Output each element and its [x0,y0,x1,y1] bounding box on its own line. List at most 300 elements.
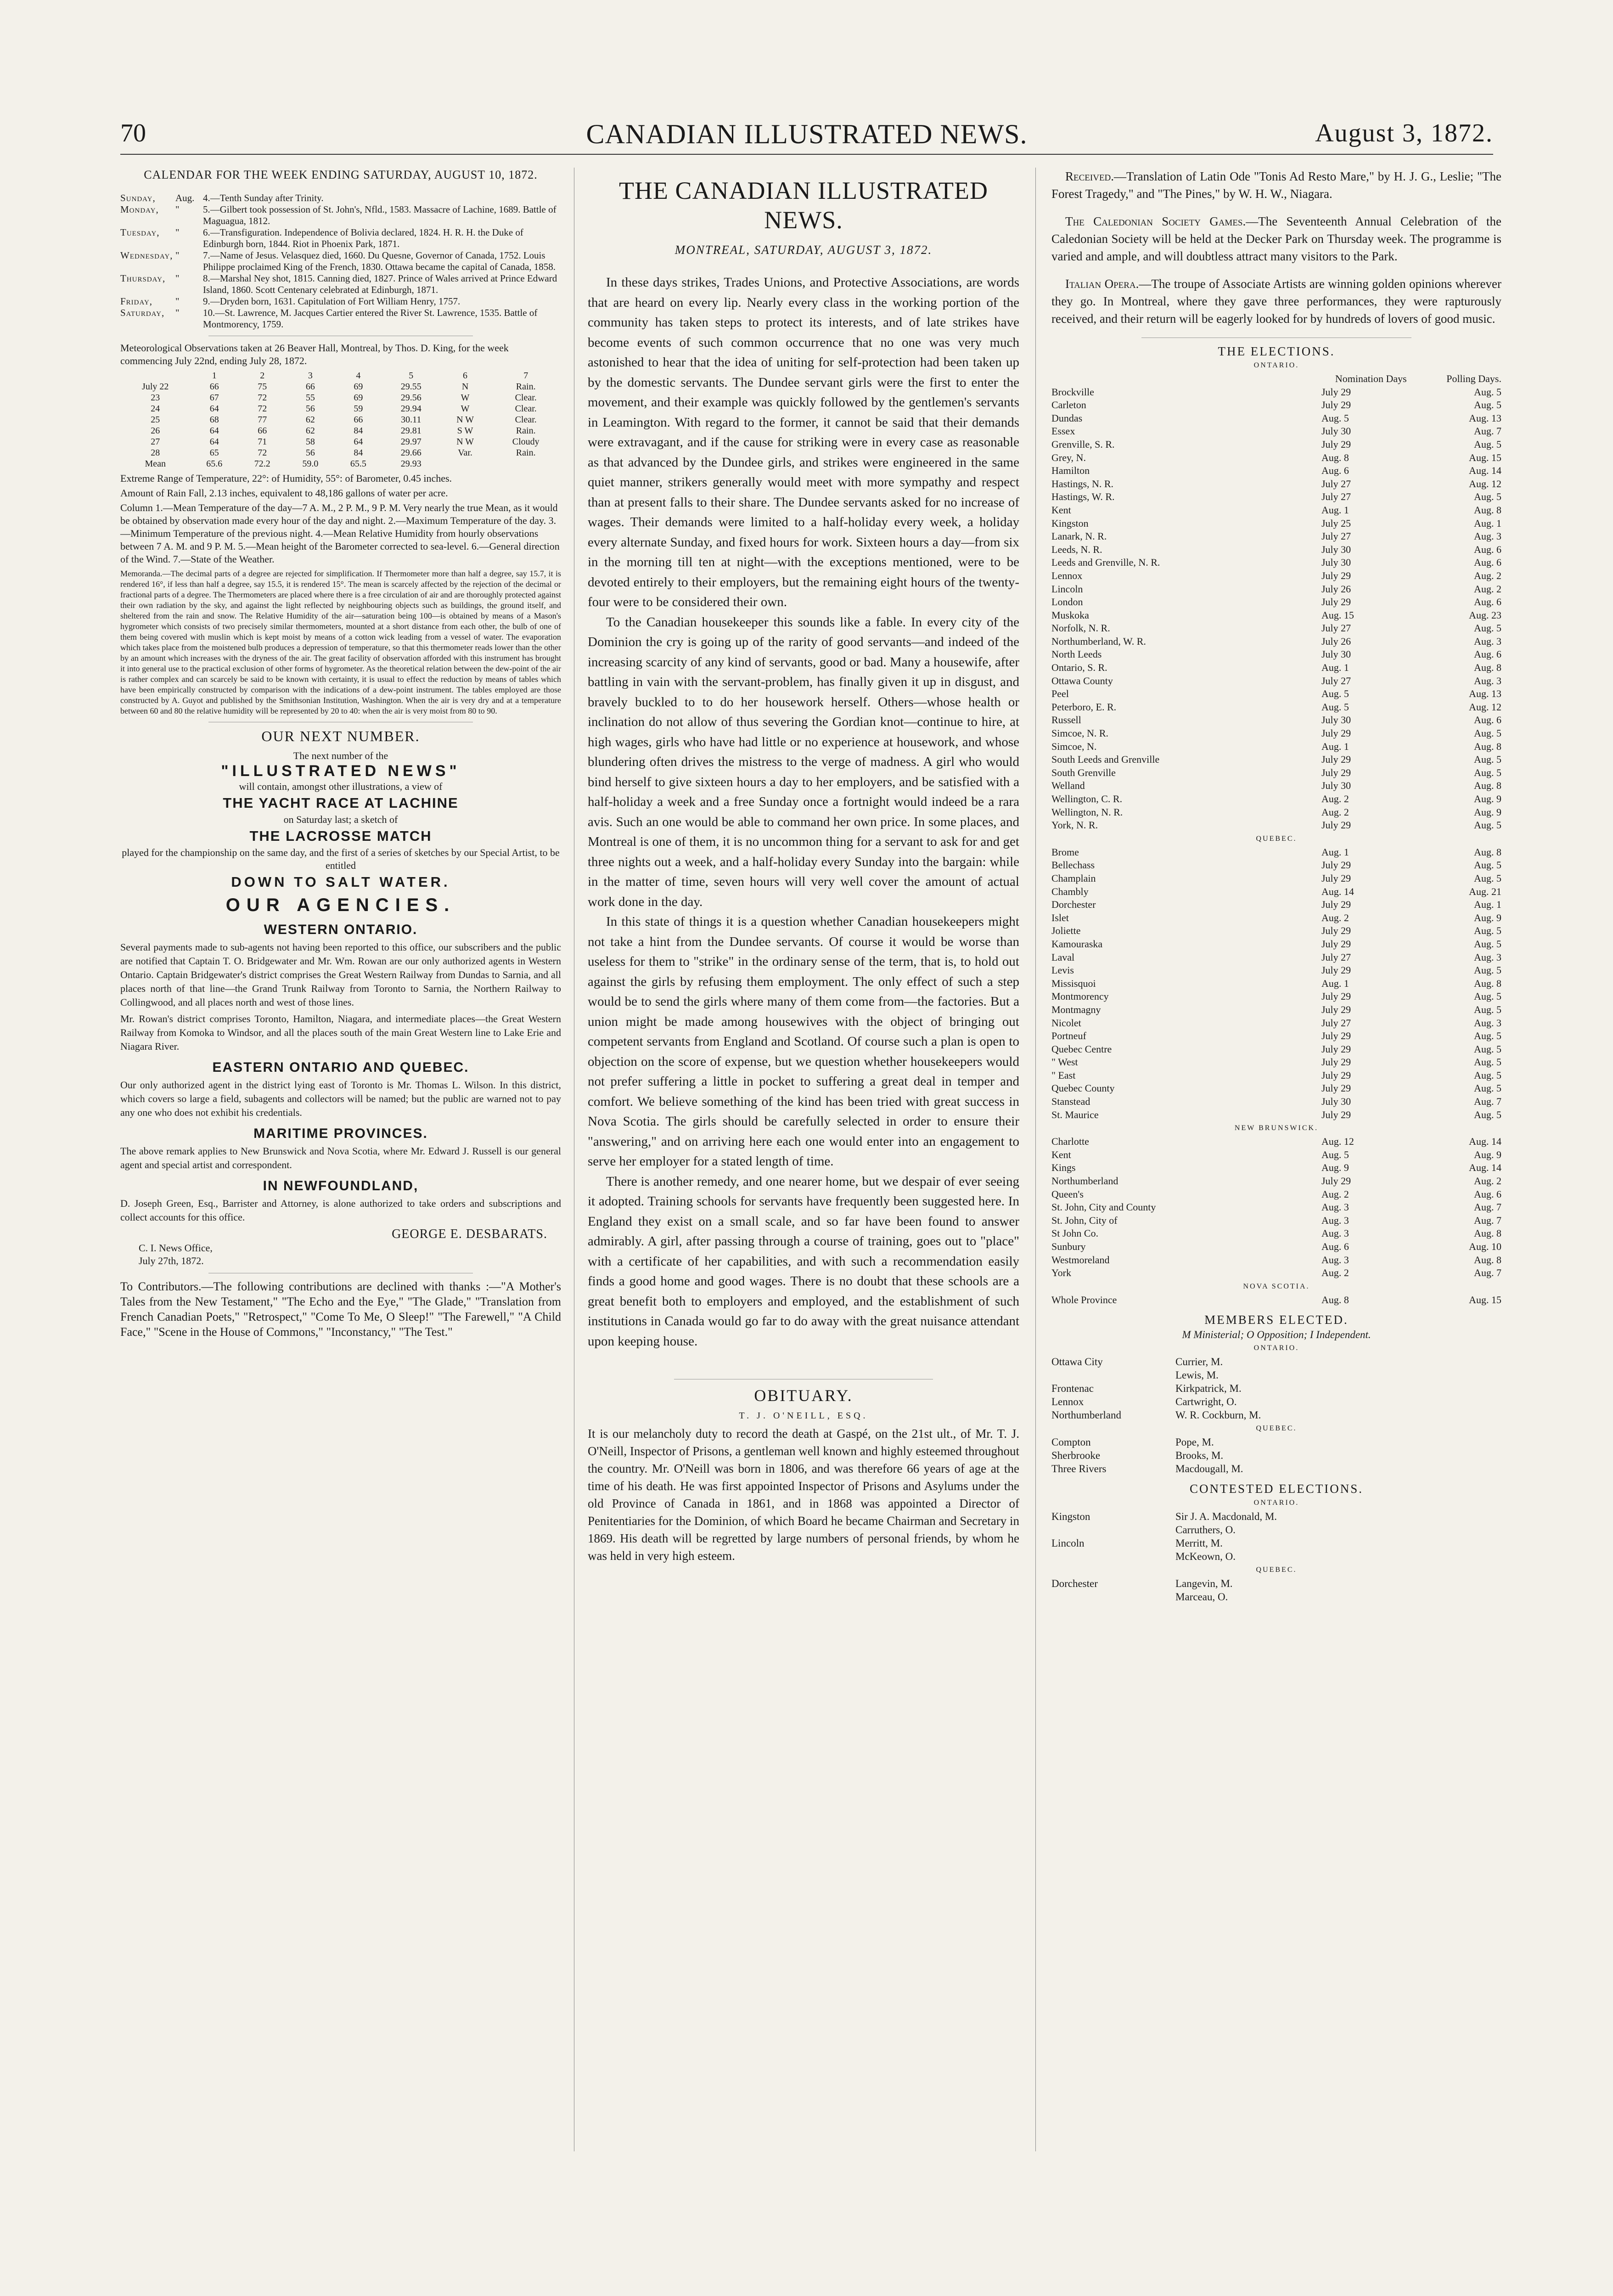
nomination-day: July 27 [1321,622,1351,634]
editorial-paragraph: There is another remedy, and one nearer home, but we despair of ever seeing it adopted. Training schools for servants have frequently been suggested here. In England they exist on a small scale, and so far have been found to answer admirably. A girl, after passing through a course of training, goes out to "place" with a certificate of her capabilities, and with such a recommendation easily finds a good home and good wages. There is no doubt that these schools are a great benefit both to employers and employed, and the establishment of such institutions in Canada would go far to do away with the great nuisance attendant upon keeping house. [588,1174,1019,1349]
next-number-item-2-sub: played for the championship on the same day, and the first of a series of sketches by our Special Artist, to be entitled [122,847,560,871]
nomination-day: July 29 [1321,438,1351,450]
polling-day: Aug. 5 [1474,622,1501,634]
nomination-day: Aug. 2 [1321,1188,1349,1200]
riding-name: North Leeds [1051,648,1102,660]
election-row [1051,885,1501,899]
riding-name: Leeds, N. R. [1051,543,1102,555]
nomination-day: Aug. 2 [1321,793,1349,805]
election-row [1051,779,1501,793]
nomination-day: Aug. 3 [1321,1201,1349,1213]
riding-name: Quebec Centre [1051,1043,1112,1055]
elections-nb-table [1051,1135,1501,1280]
nomination-day: July 27 [1321,530,1351,542]
riding-name: Ottawa County [1051,675,1113,687]
office-note: C. I. News Office, July 27th, 1872. [139,1242,213,1266]
polling-day: Aug. 5 [1474,766,1501,778]
constituency: Dorchester [1051,1578,1098,1590]
nomination-day: July 29 [1321,990,1351,1002]
calendar-heading: CALENDAR FOR THE WEEK ENDING SATURDAY, AUGUST 10, 1872. [144,168,538,181]
nomination-day: July 30 [1321,557,1351,568]
column-right [1051,168,1501,1604]
nomination-day: July 29 [1321,964,1351,976]
election-row [1051,1135,1501,1148]
riding-name: Joliette [1051,925,1081,937]
riding-name: Northumberland, W. R. [1051,635,1146,647]
polling-day: Aug. 5 [1474,399,1501,411]
signature: GEORGE E. DESBARATS. [392,1227,547,1241]
meteo-cell: 62 [305,426,315,436]
elections-quebec-table [1051,846,1501,1121]
election-row [1051,517,1501,530]
meteo-cell: 29.55 [400,382,422,392]
member-row [1051,1462,1501,1475]
nomination-day: July 30 [1321,648,1351,660]
polling-day: Aug. 9 [1474,912,1501,923]
member-name: Macdougall, M. [1175,1463,1243,1475]
nomination-day: July 29 [1321,1082,1351,1094]
constituency: Frontenac [1051,1383,1094,1395]
notice-text: —The Seventeenth Annual Celebration of the Caledonian Society will be held at the Decker Park on Thursday week. The programme is varied and ample, and will doubtless attract many visitors to the Park. [1051,214,1502,263]
election-row [1051,412,1501,425]
constituency [1051,1368,1175,1382]
election-row [1051,399,1501,412]
polling-day: Aug. 5 [1474,1003,1501,1015]
polling-day: Aug. 9 [1474,1148,1501,1160]
polling-day: Aug. 5 [1474,938,1501,950]
constituency: Three Rivers [1051,1463,1107,1475]
riding-name: South Leeds and Grenville [1051,754,1160,765]
notice [1051,275,1501,327]
polling-day: Aug. 23 [1469,609,1501,621]
meteo-cell: 29.66 [400,448,422,458]
elections-nb-label: NEW BRUNSWICK. [1234,1124,1319,1132]
member-name: Lewis, M. [1175,1369,1219,1381]
nomination-day: July 26 [1321,583,1351,595]
polling-day: Aug. 8 [1474,504,1501,516]
member-row [1051,1408,1501,1422]
riding-name: Grey, N. [1051,451,1086,463]
riding-name: Stanstead [1051,1096,1090,1108]
election-row [1051,609,1501,622]
meteo-header-cell: 1 [212,371,217,381]
election-row [1051,819,1501,832]
meteo-cell: 58 [305,437,315,447]
meteo-cell: Cloudy [512,437,540,447]
riding-name: Missisquoi [1051,977,1096,989]
election-row [1051,1030,1501,1043]
calendar-day: Tuesday, [120,227,160,238]
polling-day: Aug. 2 [1474,583,1501,595]
calendar-day: Thursday, [120,273,166,284]
riding-name: Russell [1051,714,1081,726]
election-row [1051,924,1501,938]
editorial-body [588,273,1019,1351]
meteo-cell: 72.2 [254,459,270,469]
riding-name: Chambly [1051,885,1089,897]
riding-name: Islet [1051,912,1069,923]
notices-list [1051,168,1501,327]
meteo-cell: 62 [305,415,315,425]
meteo-cell: 56 [305,448,315,458]
nomination-day: Aug. 3 [1321,1254,1349,1266]
column-divider-2 [1035,168,1036,2151]
notice-lead: Received. [1065,169,1114,183]
next-number-item-1-sub: on Saturday last; a sketch of [283,814,398,825]
polling-day: Aug. 5 [1474,727,1501,739]
constituency: Kingston [1051,1511,1090,1523]
members-quebec-label: QUEBEC. [1256,1424,1297,1433]
election-row [1051,898,1501,912]
polling-day: Aug. 21 [1469,885,1501,897]
nomination-day: July 26 [1321,635,1351,647]
calendar-text: 8.—Marshal Ney shot, 1815. Canning died, 1827. Prince of Wales arrived at Prince Edward Island, 1860. Scott Centenary celebrated at Edinburgh, 1871. [203,273,557,295]
elections-heading: THE ELECTIONS. [1218,344,1335,358]
meteo-cell: 29.97 [400,437,422,447]
constituency: Lincoln [1051,1537,1085,1549]
column-left [120,168,561,1339]
meteo-header-row [120,370,561,381]
riding-name: York, N. R. [1051,819,1098,831]
nomination-day: Aug. 2 [1321,806,1349,818]
riding-name: St. John, City of [1051,1214,1118,1226]
riding-name: Peterboro, E. R. [1051,701,1117,713]
election-row [1051,846,1501,859]
member-name: Marceau, O. [1175,1591,1228,1603]
elections-ontario-table [1051,386,1501,832]
election-row [1051,740,1501,754]
election-row [1051,1069,1501,1082]
riding-name: Kings [1051,1162,1076,1174]
riding-name: Bellechass [1051,859,1095,871]
nomination-day: Aug. 3 [1321,1214,1349,1226]
election-row [1051,714,1501,727]
meteo-row [120,436,561,447]
meteo-header-cell: 3 [308,371,313,381]
calendar-text: 10.—St. Lawrence, M. Jacques Cartier entered the River St. Lawrence, 1535. Battle of Montmorency, 1759. [203,307,538,330]
meteo-cell: 29.93 [400,459,422,469]
election-row [1051,1095,1501,1109]
editorial-paragraph: To the Canadian housekeeper this sounds like a fable. In every city of the Dominion the cry is going up of the rarity of good servants—and indeed of the increasing scarcity of any kind of servants, good or bad. Many a housewife, after battling in vain with the servant-problem, has finally given it up in disgust, and bravely buckled to to do her housework herself. Others—whose health or inclination do not allow of thus severing the Gordian knot—continue to hire, at high wages, girls who have had little or no experience at housework, and whose blundering often drives the mistress to the verge of madness. A girl who would bind herself to give sixteen hours a day to her employers, and be satisfied with a half-holiday a week and a free Sunday once a fortnight would indeed be a rara avis. Such an one would be able to command her own price. In some places, and Montreal is one of them, it is no uncommon thing for a servant to ask for and get three nights out a week, and a half-holiday every Sunday into the bargain: while in the matter of time, seven hours will very well cover the amount of actual work done in the day. [588,614,1019,909]
member-row [1051,1449,1501,1462]
meteo-cell: 66 [354,415,363,425]
nomination-day: Aug. 1 [1321,504,1349,516]
calendar-text: 6.—Transfiguration. Independence of Bolivia declared, 1824. H. R. H. the Duke of Edinburgh born, 1844. Riot in Phoenix Park, 1871. [203,227,523,249]
constituency: Lennox [1051,1396,1084,1408]
obituary-text: It is our melancholy duty to record the death at Gaspé, on the 21st ult., of Mr. T. J. O'Neill, Inspector of Prisons, a gentleman well known and highly esteemed throughout the country. Mr. O'Neill was born in 1806, and was therefore 66 years of age at the time of his death. He was first appointed Inspector of Prisons and Asylums under the old Province of Canada in 1861, and in 1868 was appointed a Director of Penitentiaries for the Dominion, of which Board he became Chairman and Secretary in 1869. His death will be regretted by large numbers of personal friends, by whom he was held in very high esteem. [588,1427,1019,1563]
polling-day: Aug. 12 [1469,701,1501,713]
meteo-cell: 65.5 [350,459,366,469]
nomination-day: July 27 [1321,491,1351,503]
nomination-day: Aug. 12 [1321,1136,1354,1148]
member-name: Currier, M. [1175,1356,1223,1368]
riding-name: Northumberland [1051,1175,1118,1187]
riding-name: Simcoe, N. R. [1051,727,1109,739]
election-row [1051,530,1501,543]
polling-day: Aug. 15 [1469,451,1501,463]
riding-name: Kingston [1051,517,1089,529]
agency-paragraph: Several payments made to sub-agents not having been reported to this office, our subscribers and the public are notified that Captain T. O. Bridgewater and Mr. Wm. Rowan are our only authorized agents in Western Ontario. Captain Bridgewater's district comprises the Great Western Railway from Dundas to Sarnia, and all places north of that line—the Grand Trunk Railway from Toronto to Sarnia, the Northern Railway to Collingwood, and all places north and west of those lines. [120,941,561,1008]
election-row [1051,793,1501,806]
polling-day: Aug. 3 [1474,951,1501,963]
election-row [1051,596,1501,609]
polling-day: Aug. 5 [1474,964,1501,976]
polling-day: Aug. 6 [1474,557,1501,568]
nomination-day: July 30 [1321,780,1351,792]
calendar-text: 9.—Dryden born, 1631. Capitulation of Fort William Henry, 1757. [203,296,461,307]
meteo-cell: 66 [209,382,219,392]
meteo-cell: 59 [354,404,363,414]
nomination-day: July 29 [1321,938,1351,950]
meteo-cell: 72 [258,448,267,458]
next-number-item-2: THE LACROSSE MATCH [249,828,432,844]
meteo-cell: W [461,393,470,403]
election-row [1051,1043,1501,1056]
polling-day: Aug. 8 [1474,780,1501,792]
riding-name: Queen's [1051,1188,1084,1200]
polling-day: Aug. 10 [1469,1241,1501,1252]
nomination-day: Aug. 5 [1321,701,1349,713]
riding-name: Kamouraska [1051,938,1103,950]
election-row [1051,490,1501,504]
member-row [1051,1590,1501,1604]
riding-name: Hastings, W. R. [1051,491,1115,503]
member-name: Cartwright, O. [1175,1396,1237,1408]
election-row [1051,753,1501,766]
nomination-day: July 29 [1321,1030,1351,1042]
election-row [1051,1254,1501,1267]
meteo-cell: Mean [145,459,166,469]
meteo-cell: Clear. [515,415,537,425]
meteo-cell: N W [456,437,474,447]
election-row [1051,543,1501,557]
election-row [1051,451,1501,465]
elections-ns-label: NOVA SCOTIA. [1243,1282,1310,1290]
column-center [588,168,1019,1564]
nomination-day: Aug. 6 [1321,1241,1349,1252]
nomination-day: July 29 [1321,819,1351,831]
election-row [1051,1056,1501,1069]
polling-day: Aug. 13 [1469,412,1501,424]
election-row [1051,1003,1501,1017]
riding-name: Kent [1051,1148,1071,1160]
riding-name: Hastings, N. R. [1051,478,1114,490]
polling-day: Aug. 5 [1474,1109,1501,1120]
riding-name: St. Maurice [1051,1109,1099,1120]
election-row [1051,1161,1501,1175]
calendar-month: " [175,250,180,261]
election-row [1051,569,1501,583]
riding-name: Lennox [1051,569,1083,581]
nomination-day: July 29 [1321,754,1351,765]
agencies-heading: OUR AGENCIES. [225,895,456,915]
page-number: 70 [120,119,146,147]
nomination-day: July 29 [1321,1043,1351,1055]
riding-name: Wellington, C. R. [1051,793,1123,805]
election-row [1051,1240,1501,1254]
polling-day: Aug. 8 [1474,662,1501,674]
elections-quebec-label: QUEBEC. [1256,834,1297,843]
meteo-cell: July 22 [142,382,169,392]
election-row [1051,661,1501,675]
calendar-row [120,296,561,307]
member-row [1051,1523,1501,1536]
riding-name: York [1051,1267,1072,1279]
member-row [1051,1435,1501,1449]
meteo-cell: 75 [258,382,267,392]
nomination-day: July 27 [1321,478,1351,490]
nomination-day: Aug. 1 [1321,740,1349,752]
nomination-day: July 30 [1321,543,1351,555]
notice-lead: The Caledonian Society Games. [1065,214,1246,228]
riding-name: Grenville, S. R. [1051,438,1115,450]
polling-day: Aug. 1 [1474,899,1501,911]
meteo-rainfall: Amount of Rain Fall, 2.13 inches, equivalent to 48,186 gallons of water per acre. [120,487,448,499]
agency-paragraph: Mr. Rowan's district comprises Toronto, Hamilton, Niagara, and intermediate places—the Great Western Railway from Komoka to Windsor, and all the places south of the main Great Western line to Lake Erie and Niagara River. [120,1013,561,1052]
election-row [1051,1294,1501,1307]
riding-name: Portneuf [1051,1030,1086,1042]
meteo-cell: 64 [354,437,363,447]
contested-heading: CONTESTED ELECTIONS. [1190,1482,1363,1496]
election-row [1051,556,1501,569]
nomination-day: July 29 [1321,925,1351,937]
nomination-day: July 30 [1321,1096,1351,1108]
meteo-cell: 27 [151,437,160,447]
nomination-days-header: Nomination Days [1335,373,1407,384]
meteo-cell: 56 [305,404,315,414]
polling-day: Aug. 5 [1474,1069,1501,1081]
meteo-cell: 66 [305,382,315,392]
members-legend: M Ministerial; O Opposition; I Independent. [1182,1329,1371,1341]
meteo-cell: S W [457,426,473,436]
election-row [1051,1148,1501,1162]
meteo-cell: 23 [151,393,160,403]
agencies-list [120,922,561,1224]
riding-name: Kent [1051,504,1071,516]
member-row [1051,1536,1501,1550]
meteo-cell: 69 [354,393,363,403]
election-row [1051,1017,1501,1030]
polling-day: Aug. 9 [1474,806,1501,818]
meteo-cell: 77 [258,415,267,425]
constituency: Sherbrooke [1051,1450,1101,1462]
nomination-day: Aug. 14 [1321,885,1354,897]
election-row [1051,1227,1501,1240]
issue-date: August 3, 1872. [1315,119,1493,147]
polling-day: Aug. 8 [1474,846,1501,858]
riding-name: Lincoln [1051,583,1083,595]
riding-name: Brome [1051,846,1079,858]
next-number-publication: "ILLUSTRATED NEWS" [221,762,461,780]
nomination-day: Aug. 3 [1321,1227,1349,1239]
meteo-cell: 64 [209,404,219,414]
riding-name: Charlotte [1051,1136,1089,1148]
meteo-cell: 69 [354,382,363,392]
member-row [1051,1577,1501,1590]
nomination-day: Aug. 5 [1321,412,1349,424]
meteo-extremes: Extreme Range of Temperature, 22°: of Humidity, 55°: of Barometer, 0.45 inches. [120,473,452,484]
polling-day: Aug. 6 [1474,596,1501,608]
next-number-item-3: DOWN TO SALT WATER. [231,874,450,890]
riding-name: " East [1051,1069,1076,1081]
calendar-row [120,307,561,330]
riding-name: Laval [1051,951,1075,963]
meteo-cell: 64 [209,426,219,436]
polling-day: Aug. 15 [1469,1294,1501,1306]
notice-text: —Translation of Latin Ode "Tonis Ad Resto Mare," by H. J. G., Leslie; "The Forest Tragedy," and "The Pines," by W. H. W., Niagara. [1051,169,1501,201]
nomination-day: July 29 [1321,399,1351,411]
riding-name: Ontario, S. R. [1051,662,1107,674]
riding-name: St. John, City and County [1051,1201,1156,1213]
riding-name: Quebec County [1051,1082,1115,1094]
meteo-cell: 26 [151,426,160,436]
polling-day: Aug. 5 [1474,990,1501,1002]
meteo-memoranda: Memoranda.—The decimal parts of a degree are rejected for simplification. If Thermometer more than half a degree, say 15.7, it is rendered 16°, if less than half a degree, say 15.5, it is rendered 15°. The mean is scarcely affected by the rejection of the decimal or fractional parts of a degree. The Thermometers are placed where there is a free circulation of air and are thoroughly protected against their own radiation by the sky, and against the light reflected by neighbouring objects such as buildings, the ground itself, and sheltered from the rain and snow. The Relative Humidity of the air—saturation being 100—is obtained by means of a Mason's hygrometer which consists of two precisely similar thermometers, mounted at a short distance from each other, the bulb of one of them being covered with muslin which is kept moist by means of a cotton wick leading from a vessel of water. The evaporation which takes place from the moistened bulb produces a depression of temperature, so that this thermometer reads lower than the other by an amount which increases with the dryness of the air. The great facility of observation afforded with this instrument has brought it into general use to the practical exclusion of other forms of hygrometer. As the theoretical relation between the dew-point of the air is rather complex and can scarcely be said to be known with certainty, it is usual to effect the reduction by means of tables which have been empirically constructed by comparison with the indications of a dew-point instrument. The tables employed are those constructed by A. Guyot and published by the Smithsonian Institution, Washington. When the air is very dry and at a temperature between 60 and 80 the relative humidity will be represented by 20 to 40: when the air is very moist from 80 to 90. [120,569,561,715]
meteo-table [120,370,561,469]
calendar-day: Sunday, [120,192,156,203]
election-row [1051,727,1501,740]
polling-day: Aug. 5 [1474,1056,1501,1068]
meteo-cell: 68 [209,415,219,425]
riding-name: St John Co. [1051,1227,1099,1239]
nomination-day: July 27 [1321,1017,1351,1029]
polling-day: Aug. 6 [1474,648,1501,660]
meteo-cell: W [461,404,470,414]
agency-heading: IN NEWFOUNDLAND, [263,1178,419,1193]
contested-ontario-list [1051,1510,1501,1563]
election-row [1051,990,1501,1003]
calendar-day: Saturday, [120,307,165,318]
member-name: Brooks, M. [1175,1450,1224,1462]
nomination-day: Aug. 8 [1321,451,1349,463]
obituary-heading: OBITUARY. [754,1386,853,1405]
polling-day: Aug. 5 [1474,872,1501,884]
meteo-cell: 72 [258,404,267,414]
contributors-notice: To Contributors.—The following contributions are declined with thanks :—"A Mother's Tales from the New Testament," "The Echo and the Eye," "The Glade," "Translation from French Canadian Poets," "Retrospect," "Come To Me, O Sleep!" "The Farewell," "A Child Face," "Scene in the House of Commons," "Inconstancy," "The Test." [120,1280,561,1339]
masthead-rule [120,154,1493,155]
riding-name: Levis [1051,964,1074,976]
meteo-cell: 30.11 [401,415,422,425]
meteo-cell: Rain. [516,426,536,436]
election-row [1051,675,1501,688]
calendar-month: " [175,273,180,284]
elections-header [1051,372,1501,386]
polling-day: Aug. 7 [1474,425,1501,437]
member-name: Langevin, M. [1175,1578,1233,1590]
meteo-cell: 64 [209,437,219,447]
polling-day: Aug. 7 [1474,1267,1501,1279]
nomination-day: July 29 [1321,872,1351,884]
polling-day: Aug. 5 [1474,925,1501,937]
contested-quebec-list [1051,1577,1501,1604]
meteo-cell: N [461,382,469,392]
meteo-row [120,392,561,403]
riding-name: " West [1051,1056,1078,1068]
election-row [1051,964,1501,977]
meteo-cell: 71 [258,437,267,447]
nomination-day: July 29 [1321,569,1351,581]
member-row [1051,1510,1501,1523]
nomination-day: Aug. 1 [1321,977,1349,989]
polling-day: Aug. 5 [1474,859,1501,871]
polling-day: Aug. 13 [1469,688,1501,700]
riding-name: Simcoe, N. [1051,740,1097,752]
riding-name: London [1051,596,1083,608]
nomination-day: July 29 [1321,859,1351,871]
meteo-cell: 29.81 [400,426,422,436]
riding-name: Dundas [1051,412,1083,424]
member-name: Kirkpatrick, M. [1175,1383,1242,1395]
